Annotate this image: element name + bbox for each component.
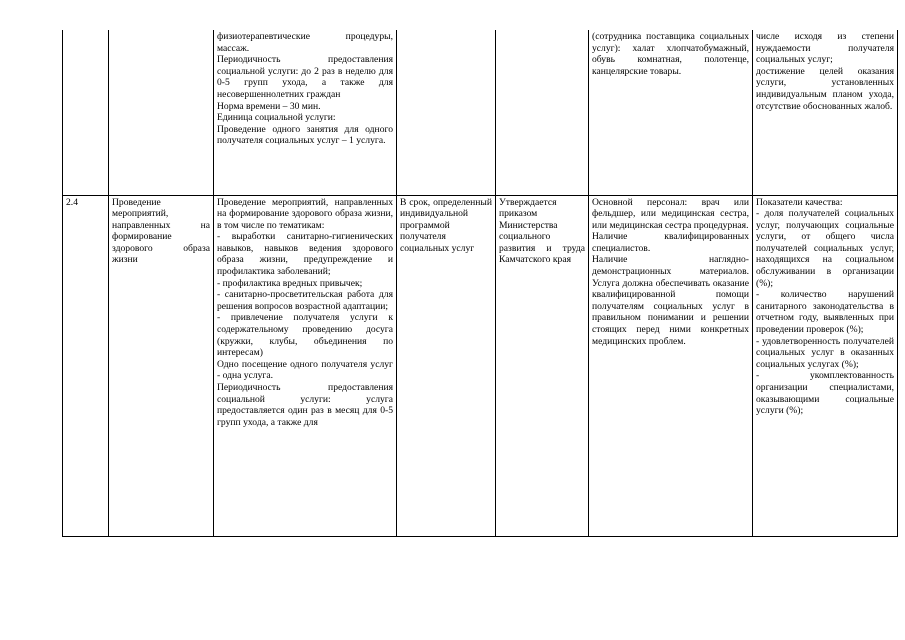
indicators-cell: [753, 30, 898, 195]
term-cell: В срок, определенный индивидуальной программой получателя социальных услуг: [397, 195, 496, 536]
content-line: - санитарно-просветительская работа для решения вопросов возрастной адаптации;: [217, 289, 393, 312]
content-line: Одно посещение одного получателя услуг - одна услуга.: [217, 358, 393, 382]
indicator-line: - укомплектованность организации специалистами, оказывающими социальные услуги (%);: [756, 370, 894, 417]
table-row: [63, 195, 898, 536]
term-cell: [397, 30, 496, 195]
indicator-line: - количество нарушений санитарного законодательства в отчетном году, выявленных при проведении проверок (%);: [756, 289, 894, 336]
content-line: - профилактика вредных привычек;: [217, 277, 363, 289]
content-line: Периодичность предоставления социальной услуги: до 2 раз в неделю для 0-5 групп ухода, а также для несовершеннолетних граждан: [217, 54, 393, 100]
content-line: Проведение одного занятия для одного получателя социальных услуг – 1 услуга.: [217, 123, 393, 147]
content-line: - выработки санитарно-гигиенических навыков, навыков ведения здорового образа жизни, предупреждение и профилактика заболеваний;: [217, 231, 393, 278]
content-line: - привлечение получателя услуги к содержательному проведению досуга (кружки, клубы, объединения по интересам): [217, 312, 393, 359]
conditions-cell: Основной персонал: врач или фельдшер, или медицинская сестра, или медицинская сестра процедурная. Наличие квалифицированных специалистов. Наличие наглядно-демонстрационных материалов. Услуга должна обеспечивать оказание квалифицированной помощи получателям социальных услуг в правильном понимании и решении стоящих перед ними конкретных медицинских проблем.: [589, 195, 753, 536]
conditions-cell: (сотрудника поставщика социальных услуг): халат хлопчатобумажный, обувь комнатная, полотенце, канцелярские товары.: [589, 30, 753, 195]
row-number-cell: [63, 30, 109, 195]
table-row: [63, 30, 898, 195]
services-table: [62, 30, 898, 537]
service-content-cell: [214, 30, 397, 195]
service-name-cell: [109, 30, 214, 195]
content-line: Проведение мероприятий, направленных на формирование здорового образа жизни, в том числе по тематикам:: [217, 196, 393, 231]
indicator-line: - удовлетворенность получателей социальных услуг в оказанных социальных услугах (%);: [756, 335, 894, 370]
service-name-cell: Проведение мероприятий, направленных на формирование здорового образа жизни: [109, 195, 214, 536]
indicator-line: достижение целей оказания услуги, установленных индивидуальным планом ухода, отсутствие обоснованных жалоб.: [756, 65, 894, 112]
service-content-cell: [214, 195, 397, 536]
row-number-cell: 2.4: [63, 195, 109, 536]
indicator-line: числе исходя из степени нуждаемости получателя социальных услуг;: [756, 31, 894, 66]
content-line: Норма времени – 30 мин.: [217, 100, 321, 112]
tariff-cell: Утверждается приказом Министерства социального развития и труда Камчатского края: [496, 195, 589, 536]
content-line: Периодичность предоставления социальной услуги: услуга предоставляется один раз в месяц для 0-5 групп ухода, а также для: [217, 382, 393, 428]
indicators-cell: [753, 195, 898, 536]
content-line: физиотерапевтические процедуры, массаж.: [217, 31, 393, 54]
tariff-cell: [496, 30, 589, 195]
indicator-line: Показатели качества:: [756, 196, 843, 208]
indicator-line: - доля получателей социальных услуг, получающих социальные услуги, от общего числа получателей социальных услуг, находящихся на социальном обслуживании в организации (%);: [756, 208, 894, 289]
content-line: Единица социальной услуги:: [217, 112, 336, 124]
